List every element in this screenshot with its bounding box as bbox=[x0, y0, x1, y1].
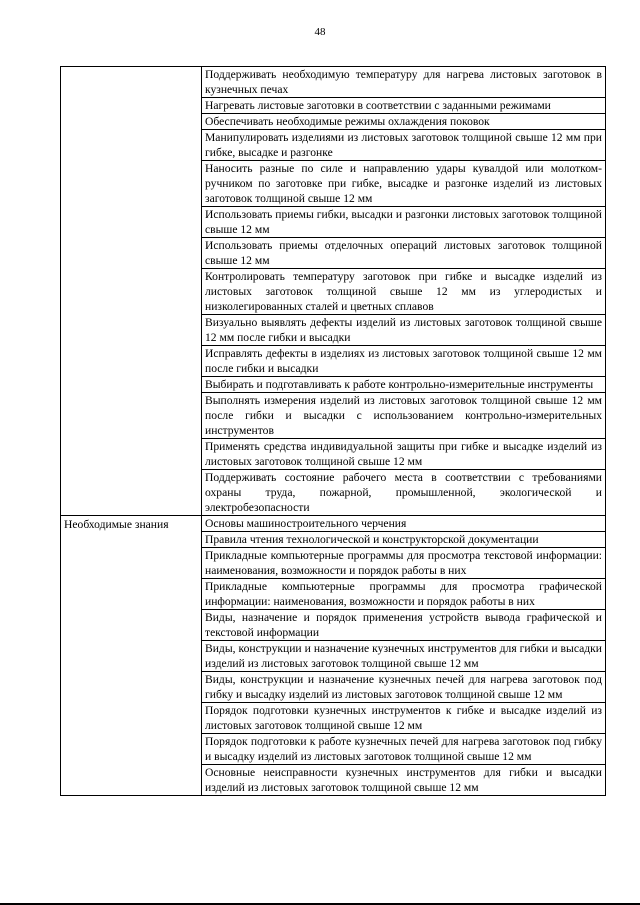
table-row bbox=[61, 67, 606, 98]
requirement-item: Основы машиностроительного черчения bbox=[202, 516, 606, 532]
requirement-item: Виды, назначение и порядок применения устройств вывода графической и текстовой информации bbox=[202, 610, 606, 641]
table-body bbox=[61, 67, 606, 796]
requirement-item: Прикладные компьютерные программы для просмотра текстовой информации: наименования, возможности и порядок работы в них bbox=[202, 548, 606, 579]
requirement-item: Исправлять дефекты в изделиях из листовых заготовок толщиной свыше 12 мм после гибки и высадки bbox=[202, 346, 606, 377]
requirement-item: Контролировать температуру заготовок при гибке и высадке изделий из листовых заготовок толщиной свыше 12 мм из углеродистых и низколегированных сталей и цветных сплавов bbox=[202, 269, 606, 315]
requirement-item: Порядок подготовки к работе кузнечных печей для нагрева заготовок под гибку и высадку изделий из листовых заготовок толщиной свыше 12 мм bbox=[202, 734, 606, 765]
requirement-item: Наносить разные по силе и направлению удары кувалдой или молотком-ручником по заготовке при гибке, высадке и разгонке изделий из листовых заготовок толщиной свыше 12 мм bbox=[202, 161, 606, 207]
requirement-item: Виды, конструкции и назначение кузнечных печей для нагрева заготовок под гибку и высадку изделий из листовых заготовок толщиной свыше 12 мм bbox=[202, 672, 606, 703]
requirement-item: Применять средства индивидуальной защиты при гибке и высадке изделий из листовых заготовок толщиной свыше 12 мм bbox=[202, 439, 606, 470]
table-row bbox=[61, 516, 606, 532]
requirement-item: Порядок подготовки кузнечных инструментов к гибке и высадке изделий из листовых заготовок толщиной свыше 12 мм bbox=[202, 703, 606, 734]
requirement-item: Виды, конструкции и назначение кузнечных инструментов для гибки и высадки изделий из листовых заготовок толщиной свыше 12 мм bbox=[202, 641, 606, 672]
requirement-item: Визуально выявлять дефекты изделий из листовых заготовок толщиной свыше 12 мм после гибки и высадки bbox=[202, 315, 606, 346]
requirement-item: Прикладные компьютерные программы для просмотра графической информации: наименования, возможности и порядок работы в них bbox=[202, 579, 606, 610]
requirement-item: Правила чтения технологической и конструкторской документации bbox=[202, 532, 606, 548]
requirement-item: Выполнять измерения изделий из листовых заготовок толщиной свыше 12 мм после гибки и высадки с использованием контрольно-измерительных инструментов bbox=[202, 393, 606, 439]
requirement-item: Использовать приемы гибки, высадки и разгонки листовых заготовок толщиной свыше 12 мм bbox=[202, 207, 606, 238]
section-label: Необходимые знания bbox=[61, 516, 202, 796]
requirement-item: Манипулировать изделиями из листовых заготовок толщиной свыше 12 мм при гибке, высадке и разгонке bbox=[202, 130, 606, 161]
requirement-item: Нагревать листовые заготовки в соответствии с заданными режимами bbox=[202, 98, 606, 114]
page-number: 48 bbox=[314, 26, 326, 38]
requirement-item: Поддерживать состояние рабочего места в соответствии с требованиями охраны труда, пожарной, промышленной, экологической и электробезопасности bbox=[202, 470, 606, 516]
requirement-item: Выбирать и подготавливать к работе контрольно-измерительные инструменты bbox=[202, 377, 606, 393]
section-label bbox=[61, 67, 202, 516]
requirement-item: Основные неисправности кузнечных инструментов для гибки и высадки изделий из листовых заготовок толщиной свыше 12 мм bbox=[202, 765, 606, 796]
requirement-item: Использовать приемы отделочных операций листовых заготовок толщиной свыше 12 мм bbox=[202, 238, 606, 269]
requirement-item: Обеспечивать необходимые режимы охлаждения поковок bbox=[202, 114, 606, 130]
requirement-item: Поддерживать необходимую температуру для нагрева листовых заготовок в кузнечных печах bbox=[202, 67, 606, 98]
requirements-table bbox=[60, 66, 606, 796]
